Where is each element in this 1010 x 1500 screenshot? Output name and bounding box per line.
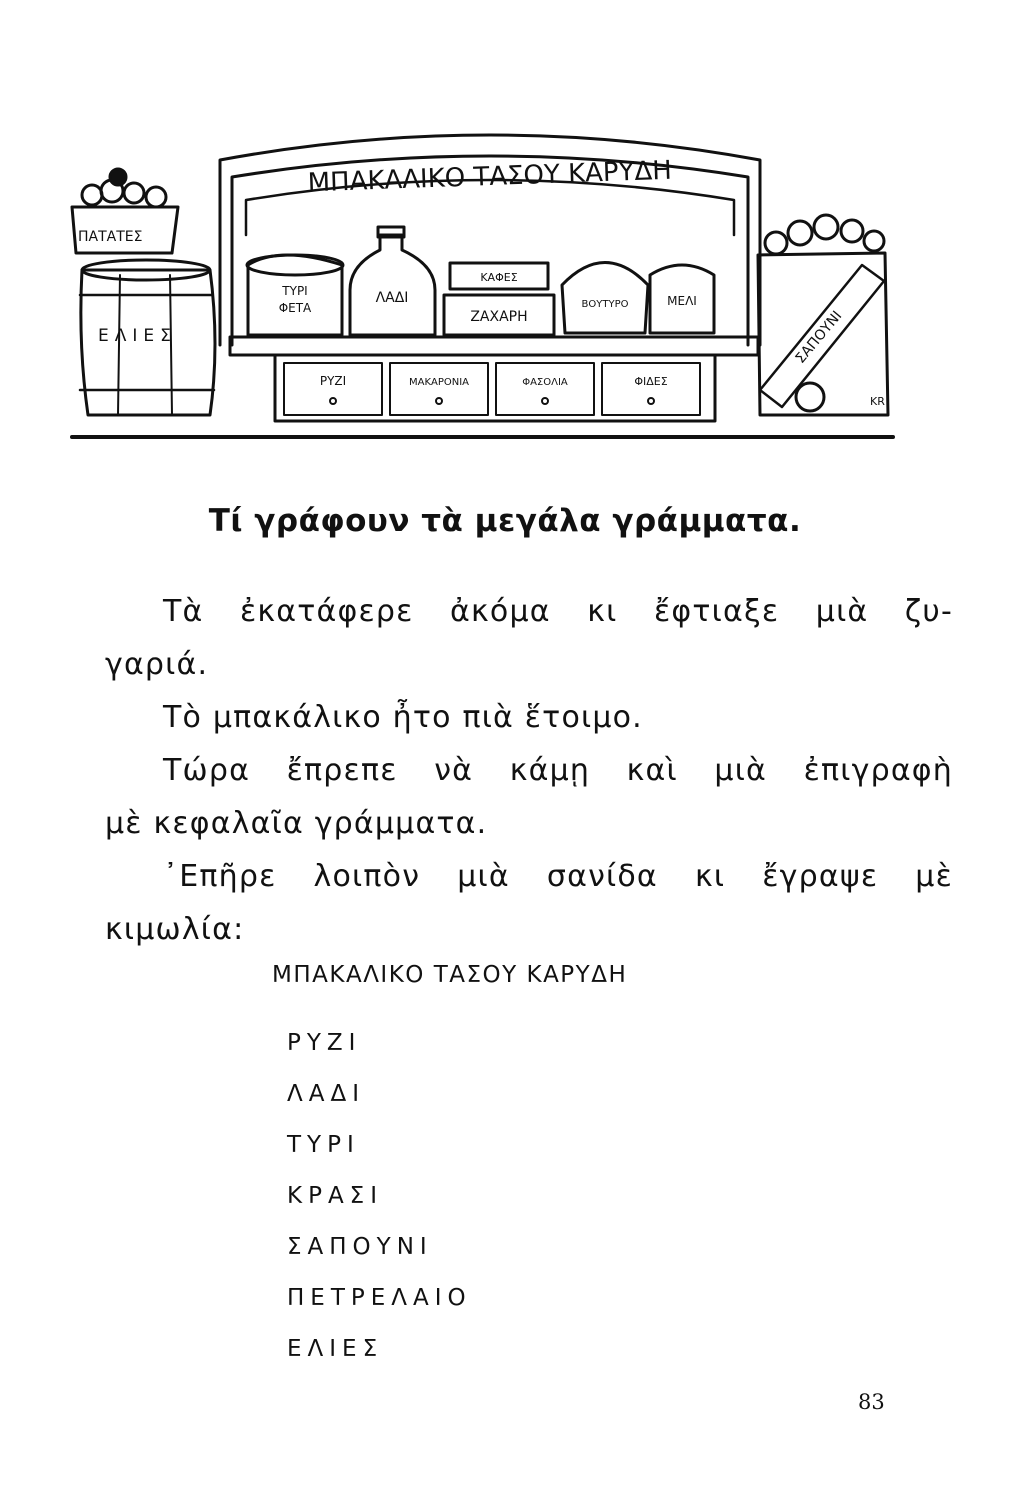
page-heading: Τί γράφουν τὰ μεγάλα γράμματα. — [208, 503, 802, 539]
cheese-label-line1: ΤΥΡΙ — [282, 284, 308, 298]
coffee-label: ΚΑΦΕΣ — [480, 271, 518, 284]
shop-sign-text: ΜΠΑΚΑΛΙΚΟ ΤΑΣΟΥ ΚΑΡΥΔΗ — [307, 155, 673, 199]
paragraph-4-line-2: κιμωλία: — [105, 912, 245, 947]
olives-label: ΕΛΙΕΣ — [98, 326, 177, 346]
paragraph-1-line-2: γαριά. — [105, 647, 209, 682]
potatoes-label: ΠΑΤΑΤΕΣ — [78, 229, 143, 245]
sign-item: ΚΡΑΣΙ — [287, 1183, 384, 1209]
drawer-label-beans: ΦΑΣΟΛΙΑ — [522, 377, 568, 388]
potatoes-basket — [72, 169, 178, 253]
sugar-label: ΖΑΧΑΡΗ — [470, 309, 528, 325]
butter-jar — [562, 263, 648, 334]
sign-item-list — [287, 1028, 472, 1385]
honey-label: ΜΕΛΙ — [667, 294, 697, 308]
paragraph-2: Τὸ μπακάλικο ἦτο πιὰ ἕτοιμο. — [163, 700, 643, 735]
sign-item: ΛΑΔΙ — [287, 1081, 365, 1107]
grocery-shop-illustration — [70, 115, 895, 440]
shop-counter — [230, 337, 758, 421]
drawer-pasta — [390, 363, 488, 415]
olives-barrel — [80, 260, 215, 415]
paragraph-3-line-1: Τώρα ἔπρεπε νὰ κάμῃ καὶ μιὰ ἐπιγραφὴ — [163, 753, 953, 788]
drawer-vermicelli — [602, 363, 700, 415]
soap-label: ΣΑΠΟΥΝΙ — [792, 308, 846, 367]
sign-item: ΤΥΡΙ — [287, 1132, 360, 1158]
paragraph-1-line-1: Τὰ ἐκατάφερε ἀκόμα κι ἔφτιαξε μιὰ ζυ- — [163, 594, 953, 629]
paragraph-3-line-2: μὲ κεφαλαῖα γράμματα. — [105, 806, 488, 841]
sign-item: ΠΕΤΡΕΛΑΙΟ — [287, 1285, 472, 1311]
drawer-label-rice: ΡΥΖΙ — [319, 374, 347, 388]
drawer-rice — [284, 363, 382, 415]
oil-label: ΛΑΔΙ — [375, 290, 409, 306]
honey-jar — [650, 265, 714, 333]
soap-crate — [758, 215, 888, 415]
illustrator-signature: KR — [870, 395, 885, 408]
drawer-beans — [496, 363, 594, 415]
drawer-label-pasta: ΜΑΚΑΡΟΝΙΑ — [408, 377, 470, 388]
coffee-sugar-boxes — [444, 263, 554, 335]
sign-title: ΜΠΑΚΑΛΙΚΟ ΤΑΣΟΥ ΚΑΡΥΔΗ — [272, 962, 628, 988]
butter-label: ΒΟΥΤΥΡΟ — [581, 299, 629, 310]
cheese-label-line2: ΦΕΤΑ — [278, 301, 312, 315]
sign-item: ΡΥΖΙ — [287, 1030, 362, 1056]
cheese-jar — [247, 255, 343, 335]
sign-item: ΣΑΠΟΥΝΙ — [287, 1234, 433, 1260]
paragraph-4-line-1: ᾽Επῆρε λοιπὸν μιὰ σανίδα κι ἔγραψε μὲ — [163, 859, 953, 894]
oil-bottle — [350, 227, 435, 335]
drawer-label-vermicelli: ΦΙΔΕΣ — [634, 375, 668, 388]
sign-item: ΕΛΙΕΣ — [287, 1336, 384, 1362]
page-number: 83 — [858, 1390, 885, 1414]
